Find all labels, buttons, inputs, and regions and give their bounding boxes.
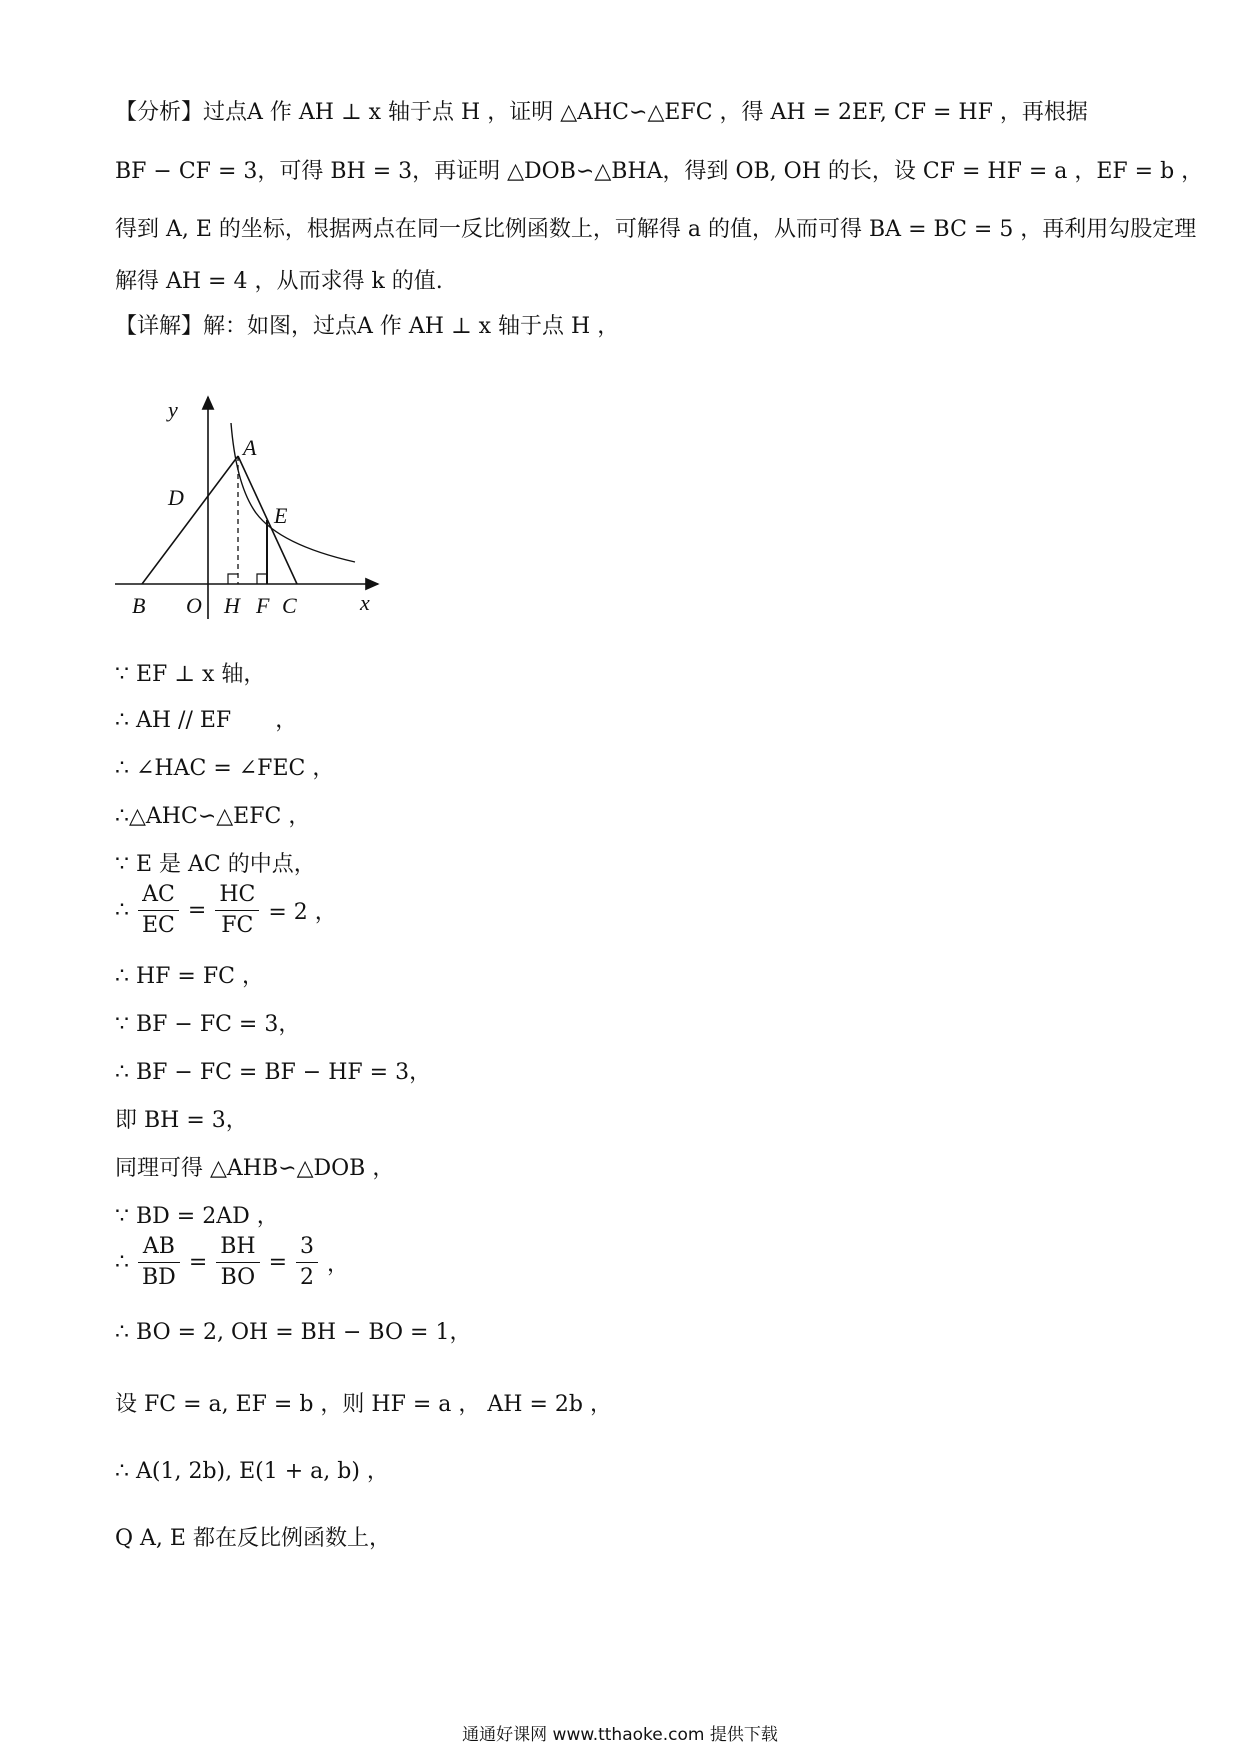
step-9: ∴ BF − FC = BF − HF = 3， — [115, 1060, 432, 1085]
analysis-line-3: 得到 A, E 的坐标，根据两点在同一反比例函数上，可解得 a 的值，从而可得 BA = BC = 5 ，再利用勾股定理 — [115, 217, 1197, 242]
step-3: ∴ ∠HAC = ∠FEC ， — [115, 756, 335, 781]
fraction-3-2 — [296, 1232, 318, 1293]
segment-BA — [142, 456, 238, 584]
analysis-line-1: 【分析】过点A 作 AH ⊥ x 轴于点 H ，证明 △AHC∽△EFC ，得 AH = 2EF, CF = HF ，再根据 — [115, 100, 1088, 125]
label-A: A — [243, 435, 257, 460]
numerator: BH — [216, 1232, 259, 1263]
analysis-line-2: BF − CF = 3，可得 BH = 3，再证明 △DOB∽△BHA，得到 OB, OH 的长，设 CF = HF = a ，EF = b ， — [115, 159, 1204, 184]
step-6-suffix: = 2 ， — [268, 900, 337, 925]
label-E: E — [274, 503, 288, 528]
step-6-prefix: ∴ — [115, 898, 129, 923]
step-15: 设 FC = a, EF = b ，则 HF = a ， AH = 2b ， — [115, 1392, 612, 1417]
label-F: F — [256, 593, 270, 618]
step-16: ∴ A(1, 2b), E(1 + a, b) ， — [115, 1459, 389, 1484]
fraction-bh-bo — [216, 1232, 259, 1293]
step-10: 即 BH = 3， — [115, 1108, 248, 1133]
numerator: AB — [138, 1232, 180, 1263]
equals-sign: = — [187, 898, 207, 923]
step-2: ∴ AH // EF ， — [115, 708, 298, 733]
step-8: ∵ BF − FC = 3， — [115, 1012, 301, 1037]
step-17: Q A, E 都在反比例函数上， — [115, 1526, 391, 1551]
fraction-ac-ec — [138, 880, 179, 941]
step-1: ∵ EF ⊥ x 轴， — [115, 662, 266, 687]
detail-intro: 【详解】解：如图，过点A 作 AH ⊥ x 轴于点 H ， — [115, 314, 620, 339]
label-C: C — [282, 593, 297, 618]
label-D: D — [168, 485, 184, 510]
step-14: ∴ BO = 2, OH = BH − BO = 1， — [115, 1320, 472, 1345]
equals-sign: = — [188, 1250, 208, 1275]
footer-source: 通通好课网 www.tthaoke.com 提供下载 — [462, 1725, 778, 1745]
step-13-fraction-equation — [115, 1232, 349, 1312]
label-O: O — [186, 593, 202, 618]
right-angle-H — [228, 574, 238, 584]
analysis-line-4: 解得 AH = 4 ，从而求得 k 的值. — [115, 269, 443, 294]
fraction-ab-bd — [138, 1232, 180, 1293]
numerator: AC — [138, 880, 179, 911]
step-6-fraction-equation — [115, 880, 337, 960]
label-x: x — [360, 590, 370, 615]
denominator: BD — [142, 1265, 176, 1290]
step-12: ∵ BD = 2AD ， — [115, 1204, 279, 1229]
label-B: B — [132, 593, 146, 618]
step-13-prefix: ∴ — [115, 1250, 129, 1275]
step-5: ∵ E 是 AC 的中点， — [115, 852, 316, 877]
step-11: 同理可得 △AHB∽△DOB ， — [115, 1156, 395, 1181]
step-13-suffix: ， — [327, 1252, 350, 1277]
label-H: H — [224, 593, 240, 618]
numerator: 3 — [296, 1232, 318, 1263]
denominator: 2 — [300, 1265, 315, 1290]
step-4: ∴△AHC∽△EFC ， — [115, 804, 311, 829]
denominator: EC — [142, 913, 175, 938]
equals-sign: = — [268, 1250, 288, 1275]
label-y: y — [168, 397, 178, 422]
numerator: HC — [215, 880, 259, 911]
right-angle-F — [257, 574, 267, 584]
fraction-hc-fc — [215, 880, 259, 941]
step-7: ∴ HF = FC ， — [115, 964, 264, 989]
denominator: FC — [221, 913, 254, 938]
geometry-figure — [110, 395, 400, 625]
denominator: BO — [220, 1265, 256, 1290]
